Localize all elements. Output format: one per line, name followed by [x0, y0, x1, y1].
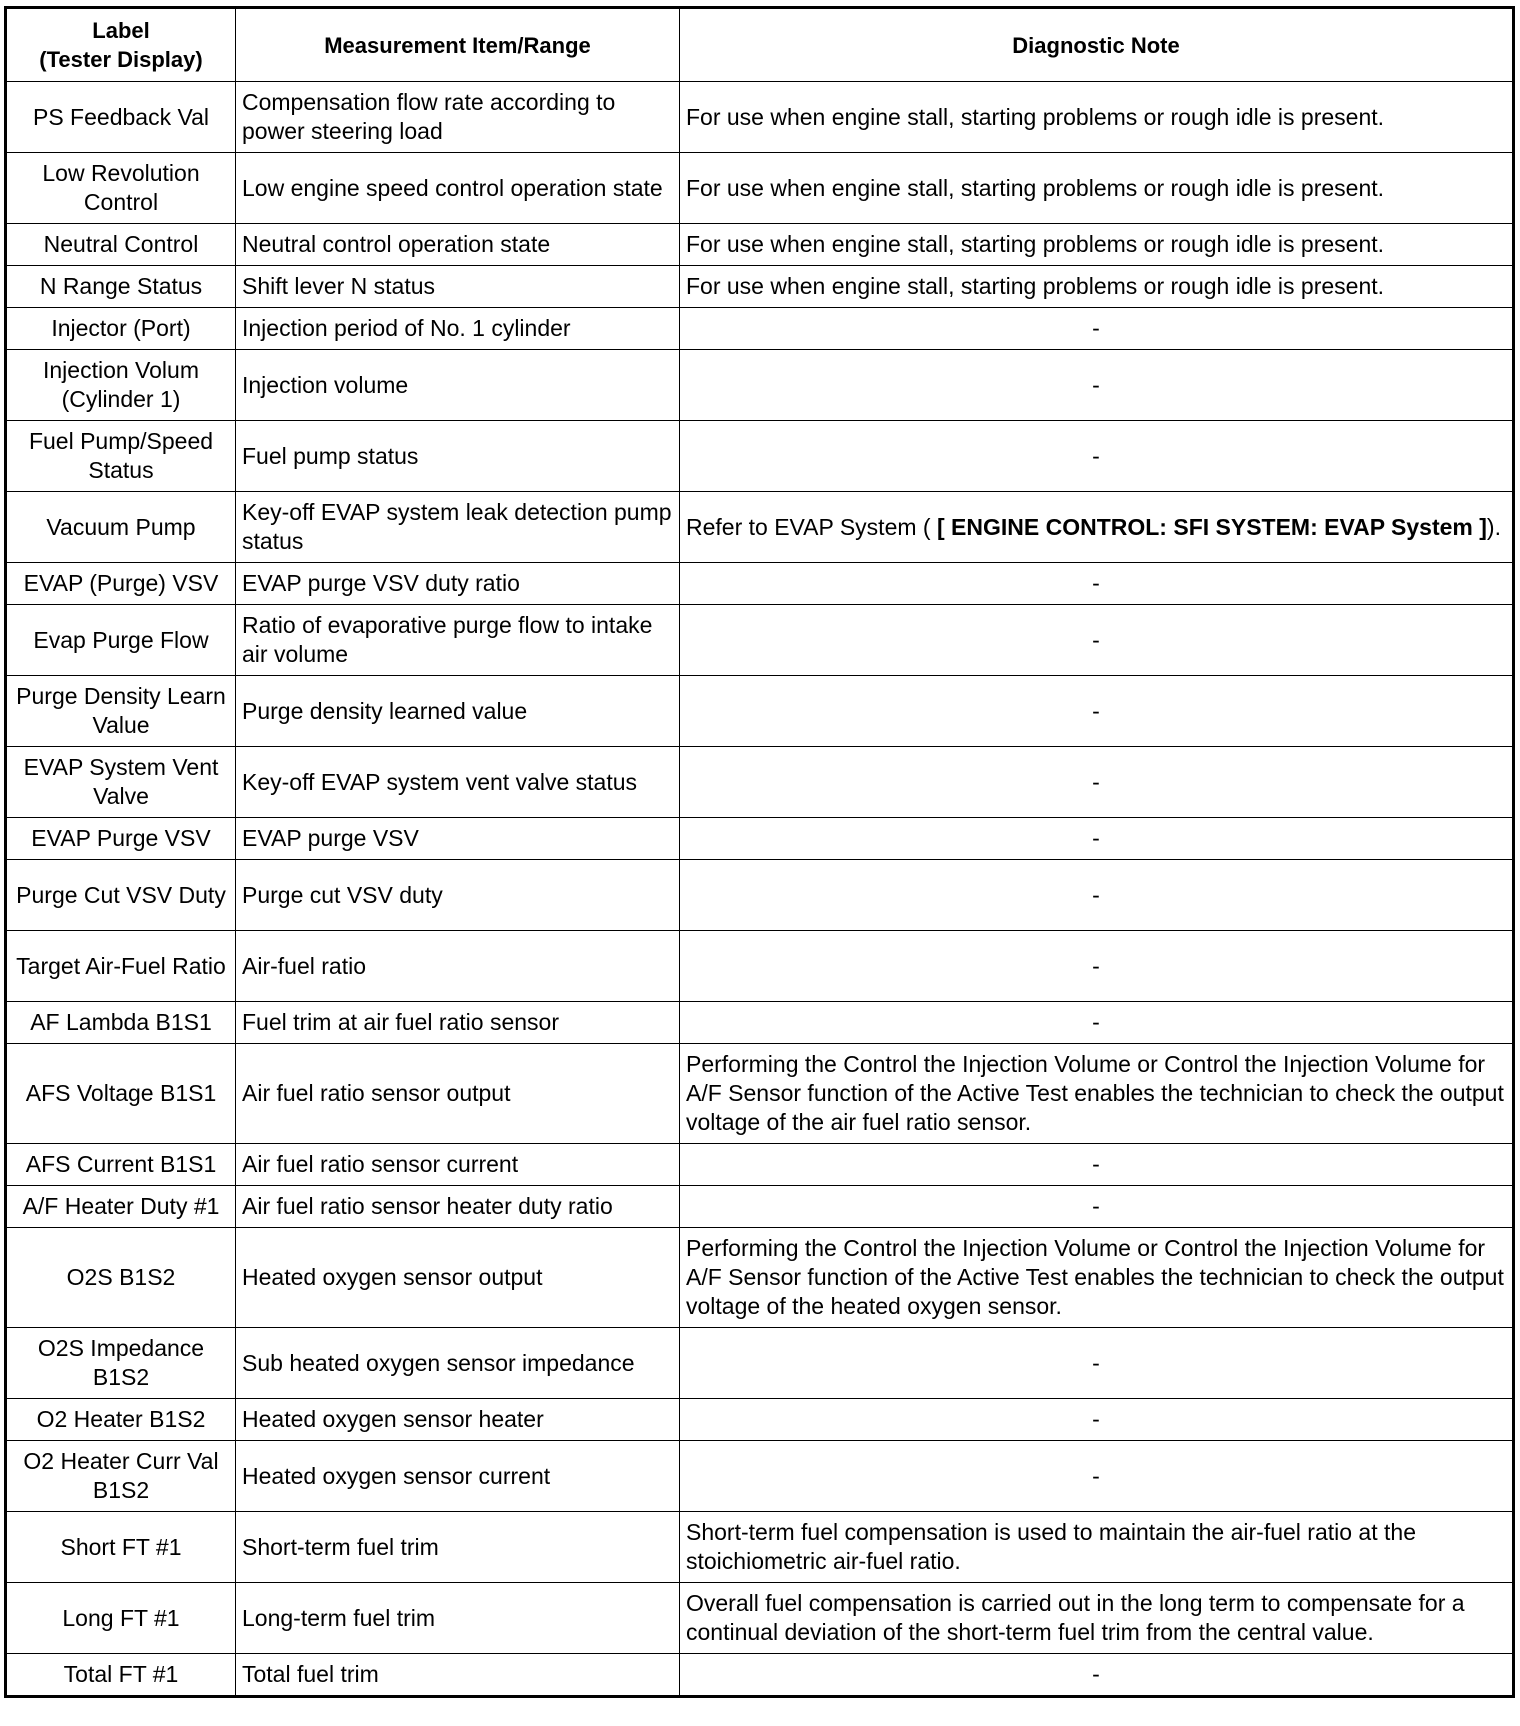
row-note: - — [680, 931, 1514, 1002]
row-measurement: Shift lever N status — [236, 266, 680, 308]
table-row — [6, 1583, 1514, 1654]
row-label: Low Revolution Control — [6, 153, 236, 224]
table-row — [6, 350, 1514, 421]
table-row — [6, 1441, 1514, 1512]
row-note: For use when engine stall, starting problems or rough idle is present. — [680, 82, 1514, 153]
row-label: EVAP System Vent Valve — [6, 747, 236, 818]
row-note: Short-term fuel compensation is used to maintain the air-fuel ratio at the stoichiometric air-fuel ratio. — [680, 1512, 1514, 1583]
row-label: Neutral Control — [6, 224, 236, 266]
table-row — [6, 1044, 1514, 1144]
row-label: Long FT #1 — [6, 1583, 236, 1654]
evap-system-reference-link[interactable]: [ ENGINE CONTROL: SFI SYSTEM: EVAP System ] — [936, 513, 1487, 540]
row-measurement: Purge cut VSV duty — [236, 860, 680, 931]
row-note: - — [680, 818, 1514, 860]
row-measurement: Air fuel ratio sensor current — [236, 1144, 680, 1186]
row-measurement: Heated oxygen sensor output — [236, 1228, 680, 1328]
row-measurement: Air-fuel ratio — [236, 931, 680, 1002]
row-note: Performing the Control the Injection Volume or Control the Injection Volume for A/F Sensor function of the Active Test enables the technician to check the output voltage of the air fuel ratio sensor. — [680, 1044, 1514, 1144]
row-label: Short FT #1 — [6, 1512, 236, 1583]
row-label: A/F Heater Duty #1 — [6, 1186, 236, 1228]
row-measurement: EVAP purge VSV — [236, 818, 680, 860]
row-note: Overall fuel compensation is carried out in the long term to compensate for a continual deviation of the short-term fuel trim from the central value. — [680, 1583, 1514, 1654]
row-measurement: Injection period of No. 1 cylinder — [236, 308, 680, 350]
row-note: - — [680, 1654, 1514, 1697]
row-measurement: Purge density learned value — [236, 676, 680, 747]
table-row — [6, 676, 1514, 747]
row-note — [680, 492, 1514, 563]
row-measurement: Total fuel trim — [236, 1654, 680, 1697]
row-label: O2 Heater Curr Val B1S2 — [6, 1441, 236, 1512]
row-label: Vacuum Pump — [6, 492, 236, 563]
table-row — [6, 931, 1514, 1002]
row-note: - — [680, 350, 1514, 421]
row-note: - — [680, 308, 1514, 350]
header-measurement: Measurement Item/Range — [236, 8, 680, 82]
row-measurement: Short-term fuel trim — [236, 1512, 680, 1583]
row-measurement: Air fuel ratio sensor heater duty ratio — [236, 1186, 680, 1228]
row-note: - — [680, 676, 1514, 747]
row-note: Performing the Control the Injection Volume or Control the Injection Volume for A/F Sensor function of the Active Test enables the technician to check the output voltage of the heated oxygen sensor. — [680, 1228, 1514, 1328]
row-note: For use when engine stall, starting problems or rough idle is present. — [680, 153, 1514, 224]
table-row — [6, 860, 1514, 931]
table-row — [6, 82, 1514, 153]
row-note: - — [680, 421, 1514, 492]
row-label: Purge Density Learn Value — [6, 676, 236, 747]
table-row — [6, 1186, 1514, 1228]
row-note: - — [680, 1328, 1514, 1399]
row-label: Total FT #1 — [6, 1654, 236, 1697]
diagnostic-table — [4, 6, 1515, 1698]
table-row — [6, 1144, 1514, 1186]
row-label: AFS Voltage B1S1 — [6, 1044, 236, 1144]
row-note: - — [680, 1144, 1514, 1186]
table-row — [6, 1654, 1514, 1697]
row-label: Fuel Pump/Speed Status — [6, 421, 236, 492]
table-row — [6, 605, 1514, 676]
row-label: PS Feedback Val — [6, 82, 236, 153]
table-header-row — [6, 8, 1514, 82]
row-measurement: Heated oxygen sensor current — [236, 1441, 680, 1512]
note-prefix: Refer to EVAP System ( — [686, 513, 937, 540]
row-label: EVAP Purge VSV — [6, 818, 236, 860]
row-label: EVAP (Purge) VSV — [6, 563, 236, 605]
row-label: O2S B1S2 — [6, 1228, 236, 1328]
row-measurement: Compensation flow rate according to power steering load — [236, 82, 680, 153]
table-row — [6, 1512, 1514, 1583]
row-measurement: Sub heated oxygen sensor impedance — [236, 1328, 680, 1399]
row-label: Injection Volum (Cylinder 1) — [6, 350, 236, 421]
row-measurement: Air fuel ratio sensor output — [236, 1044, 680, 1144]
row-measurement: Low engine speed control operation state — [236, 153, 680, 224]
row-measurement: Ratio of evaporative purge flow to intake air volume — [236, 605, 680, 676]
row-measurement: Heated oxygen sensor heater — [236, 1399, 680, 1441]
header-label — [6, 8, 236, 82]
row-measurement: Key-off EVAP system vent valve status — [236, 747, 680, 818]
row-note: - — [680, 605, 1514, 676]
table-row — [6, 1002, 1514, 1044]
diagnostic-table-container — [4, 6, 1512, 1698]
table-row — [6, 224, 1514, 266]
row-label: N Range Status — [6, 266, 236, 308]
row-note: - — [680, 1186, 1514, 1228]
table-row — [6, 266, 1514, 308]
table-row — [6, 153, 1514, 224]
header-label-line1: Label — [92, 18, 150, 43]
note-suffix: ). — [1486, 513, 1501, 540]
row-label: Target Air-Fuel Ratio — [6, 931, 236, 1002]
table-row — [6, 1328, 1514, 1399]
table-row — [6, 308, 1514, 350]
table-row — [6, 1399, 1514, 1441]
row-measurement: Injection volume — [236, 350, 680, 421]
row-label: Purge Cut VSV Duty — [6, 860, 236, 931]
row-note: - — [680, 860, 1514, 931]
table-row — [6, 492, 1514, 563]
row-label: Injector (Port) — [6, 308, 236, 350]
row-note: - — [680, 1441, 1514, 1512]
table-row — [6, 421, 1514, 492]
table-row — [6, 563, 1514, 605]
table-row — [6, 747, 1514, 818]
row-measurement: Fuel pump status — [236, 421, 680, 492]
row-note: For use when engine stall, starting problems or rough idle is present. — [680, 266, 1514, 308]
row-note: - — [680, 747, 1514, 818]
row-note: - — [680, 1002, 1514, 1044]
row-measurement: Key-off EVAP system leak detection pump status — [236, 492, 680, 563]
row-label: O2 Heater B1S2 — [6, 1399, 236, 1441]
row-measurement: Long-term fuel trim — [236, 1583, 680, 1654]
row-measurement: EVAP purge VSV duty ratio — [236, 563, 680, 605]
header-note: Diagnostic Note — [680, 8, 1514, 82]
table-row — [6, 818, 1514, 860]
row-note: - — [680, 1399, 1514, 1441]
row-note: - — [680, 563, 1514, 605]
table-row — [6, 1228, 1514, 1328]
row-measurement: Fuel trim at air fuel ratio sensor — [236, 1002, 680, 1044]
row-label: Evap Purge Flow — [6, 605, 236, 676]
row-label: O2S Impedance B1S2 — [6, 1328, 236, 1399]
row-label: AFS Current B1S1 — [6, 1144, 236, 1186]
row-label: AF Lambda B1S1 — [6, 1002, 236, 1044]
row-note: For use when engine stall, starting problems or rough idle is present. — [680, 224, 1514, 266]
header-label-line2: (Tester Display) — [39, 47, 203, 72]
row-measurement: Neutral control operation state — [236, 224, 680, 266]
